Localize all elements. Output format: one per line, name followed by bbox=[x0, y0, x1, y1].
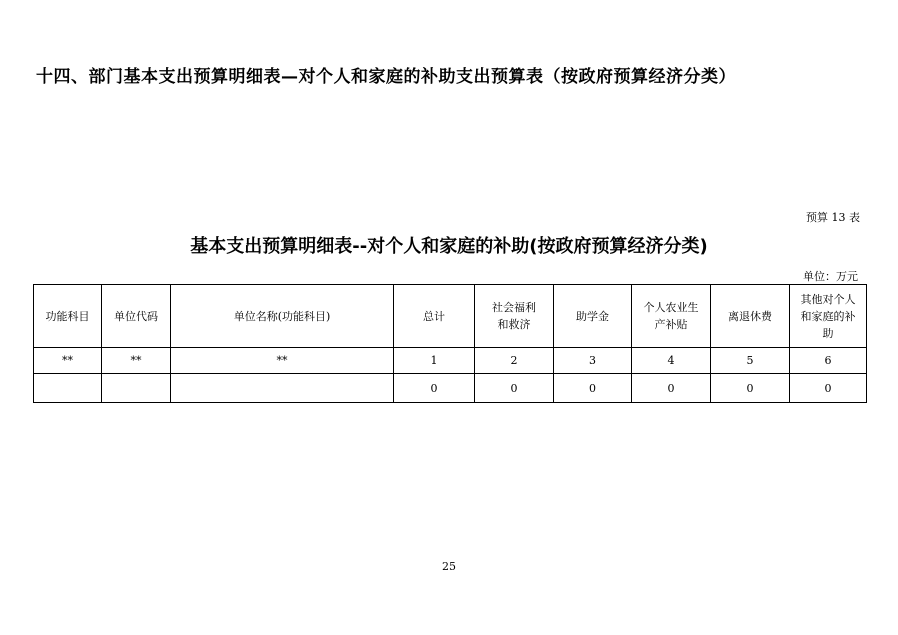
table-cell: 2 bbox=[475, 348, 554, 374]
budget-table bbox=[33, 284, 867, 403]
table-cell: 1 bbox=[394, 348, 475, 374]
table-cell bbox=[34, 374, 102, 403]
table-cell: 0 bbox=[790, 374, 867, 403]
table-cell: 0 bbox=[554, 374, 632, 403]
table-cell bbox=[102, 374, 171, 403]
header-cell: 单位代码 bbox=[102, 285, 171, 348]
index-row bbox=[34, 348, 867, 374]
header-cell: 总计 bbox=[394, 285, 475, 348]
table-code: 预算 13 表 bbox=[806, 211, 860, 224]
header-cell: 助学金 bbox=[554, 285, 632, 348]
table-cell: 0 bbox=[711, 374, 790, 403]
table-cell: 3 bbox=[554, 348, 632, 374]
table-cell: 0 bbox=[632, 374, 711, 403]
table-cell: ** bbox=[34, 348, 102, 374]
unit-label: 单位：万元 bbox=[803, 270, 858, 283]
page-number: 25 bbox=[442, 560, 456, 573]
header-cell: 个人农业生产补贴 bbox=[632, 285, 711, 348]
header-row bbox=[34, 285, 867, 348]
header-cell: 其他对个人和家庭的补助 bbox=[790, 285, 867, 348]
table-cell: 5 bbox=[711, 348, 790, 374]
header-cell: 离退休费 bbox=[711, 285, 790, 348]
header-cell: 社会福利和救济 bbox=[475, 285, 554, 348]
table-cell: ** bbox=[102, 348, 171, 374]
section-heading: 十四、部门基本支出预算明细表—对个人和家庭的补助支出预算表（按政府预算经济分类） bbox=[36, 67, 736, 87]
table-cell bbox=[171, 374, 394, 403]
table-cell: 6 bbox=[790, 348, 867, 374]
header-cell: 单位名称(功能科目) bbox=[171, 285, 394, 348]
table-cell: ** bbox=[171, 348, 394, 374]
table-cell: 0 bbox=[475, 374, 554, 403]
table-cell: 0 bbox=[394, 374, 475, 403]
table-title: 基本支出预算明细表--对个人和家庭的补助(按政府预算经济分类) bbox=[190, 236, 708, 257]
header-cell: 功能科目 bbox=[34, 285, 102, 348]
table-cell: 4 bbox=[632, 348, 711, 374]
value-row bbox=[34, 374, 867, 403]
